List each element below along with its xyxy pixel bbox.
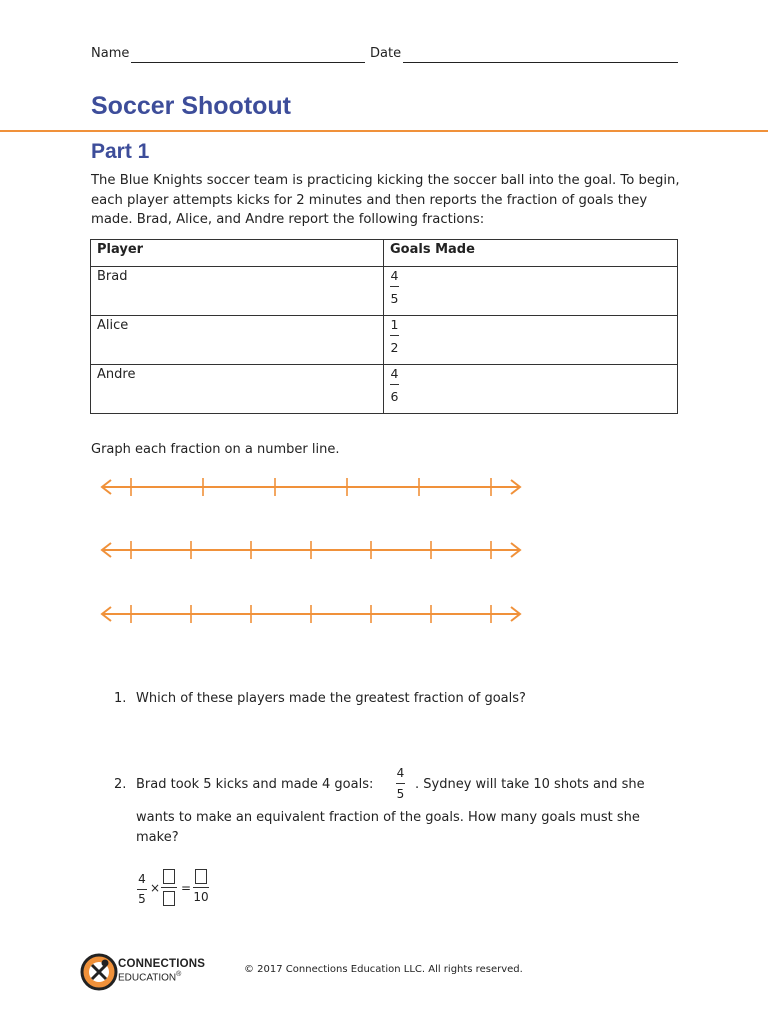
fraction-bar	[161, 887, 177, 888]
denominator: 5	[138, 892, 146, 906]
player-cell: Andre	[91, 365, 384, 414]
intro-paragraph: The Blue Knights soccer team is practicing kicking the soccer ball into the goal. To begin, each player attempts kicks for 2 minutes and then reports the fraction of goals they made. Brad, Alice, and Andre report the following fractions:	[91, 173, 680, 227]
logo-registered: ®	[176, 971, 182, 978]
logo-emblem-icon	[80, 953, 118, 991]
logo-text-line-2	[118, 971, 181, 983]
question-2-line-2: wants to make an equivalent fraction of the goals. How many goals must she	[136, 810, 640, 825]
question-number: 2.	[114, 777, 127, 792]
copyright-text: © 2017 Connections Education LLC. All rights reserved.	[244, 964, 523, 975]
fraction-bar	[390, 384, 399, 385]
equals-sign: =	[181, 881, 192, 895]
equation-result-fraction	[193, 869, 209, 904]
denominator: 10	[193, 890, 209, 904]
column-header-goals: Goals Made	[384, 240, 678, 267]
times-sign: ×	[150, 881, 161, 895]
title-divider	[0, 130, 768, 132]
inline-fraction	[396, 767, 405, 801]
goals-table	[90, 239, 678, 414]
column-header-player: Player	[91, 240, 384, 267]
date-field[interactable]	[403, 62, 678, 63]
section-heading: Part 1	[91, 140, 150, 163]
question-2-text-end: . Sydney will take 10 shots and she	[415, 777, 645, 792]
number-line-2[interactable]	[98, 538, 528, 562]
fraction	[390, 318, 399, 354]
denominator: 6	[390, 389, 399, 404]
page-title: Soccer Shootout	[91, 92, 292, 120]
logo-text-line-1: CONNECTIONS	[118, 958, 206, 970]
fraction	[390, 269, 399, 305]
answer-box-result[interactable]	[195, 869, 207, 884]
goals-cell	[384, 316, 678, 365]
numerator: 4	[390, 366, 399, 381]
question-2-text-start: Brad took 5 kicks and made 4 goals:	[136, 777, 374, 792]
connections-logo	[80, 953, 220, 993]
fraction-bar	[396, 783, 405, 784]
question-number: 1.	[114, 691, 127, 706]
fraction-bar	[390, 335, 399, 336]
numerator: 4	[396, 766, 405, 780]
fraction	[390, 367, 399, 403]
fraction-bar	[390, 286, 399, 287]
equation-box-fraction	[161, 869, 177, 906]
table-row	[91, 267, 678, 316]
table-row	[91, 316, 678, 365]
question-1-text: Which of these players made the greatest fraction of goals?	[136, 691, 526, 706]
number-line-1[interactable]	[98, 475, 528, 499]
date-label: Date	[370, 46, 402, 61]
player-cell: Brad	[91, 267, 384, 316]
name-field[interactable]	[131, 62, 365, 63]
number-line-3[interactable]	[98, 602, 528, 626]
question-2-line-3: make?	[136, 830, 179, 845]
equation-fraction	[137, 873, 147, 906]
fraction-bar	[137, 889, 147, 890]
table-header-row	[91, 240, 678, 267]
numerator: 1	[390, 317, 399, 332]
goals-cell	[384, 267, 678, 316]
graph-instruction: Graph each fraction on a number line.	[91, 442, 340, 457]
numerator: 4	[138, 872, 146, 886]
fraction-bar	[193, 887, 209, 888]
table-row	[91, 365, 678, 414]
logo-education: EDUCATION	[118, 972, 177, 984]
denominator: 2	[390, 340, 399, 355]
denominator: 5	[396, 787, 405, 801]
numerator: 4	[390, 268, 399, 283]
denominator: 5	[390, 291, 399, 306]
name-label: Name	[91, 46, 130, 61]
player-cell: Alice	[91, 316, 384, 365]
answer-box-numerator[interactable]	[163, 869, 175, 884]
answer-box-denominator[interactable]	[163, 891, 175, 906]
goals-cell	[384, 365, 678, 414]
